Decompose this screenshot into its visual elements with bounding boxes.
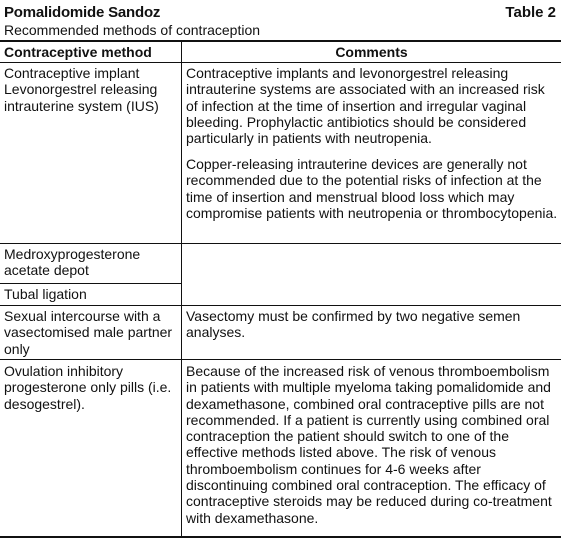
row-4-method: Sexual intercourse with a vasectomised male partner only [4, 308, 173, 357]
document-title: Pomalidomide Sandoz [4, 4, 161, 21]
row-separator [0, 243, 561, 244]
table-number-label: Table 2 [505, 4, 556, 21]
table-header-row [0, 42, 561, 63]
row-separator [0, 359, 561, 360]
table-caption: Recommended methods of contraception [4, 22, 261, 38]
row-5-method: Ovulation inhibitory progesterone only pills (i.e. desogestrel). [4, 363, 172, 412]
row-1-comment-1: Contraceptive implants and levonorgestrel releasing intrauterine systems are associated with an increased risk of infection at the time of insertion and irregular vaginal bleeding. Prophylactic antibiotics should be considered particularly in patients with neutropenia. [186, 65, 545, 147]
document-header [4, 4, 558, 40]
row-5-comment: Because of the increased risk of venous thromboembolism in patients with multiple myeloma taking pomalidomide and dexamethasone, combined oral contraceptive pills are not recommended. If a patient is currently using combined oral contraception the patient should switch to one of the effective methods listed above. The risk of venous thromboembolism continues for 4-6 weeks after discontinuing combined oral contraception. The efficacy of contraceptive steroids may be reduced during co-treatment with dexamethasone. [186, 363, 552, 526]
header-comments: Comments [335, 44, 408, 60]
row-1-comment-2: Copper-releasing intrauterine devices are generally not recommended due to the potential risks of infection at the time of insertion and menstrual blood loss which may compromise patients with neutropenia or thrombocytopenia. [186, 156, 558, 221]
row-4-comment: Vasectomy must be confirmed by two negative semen analyses. [186, 308, 521, 341]
row-separator [0, 305, 561, 306]
column-divider [181, 42, 182, 536]
row-3-method: Tubal ligation [4, 286, 87, 302]
contraception-table [0, 40, 561, 538]
header-contraceptive-method: Contraceptive method [4, 44, 152, 60]
row-separator [0, 283, 181, 284]
row-2-method: Medroxyprogesterone acetate depot [4, 246, 141, 279]
row-1-method: Contraceptive implant Levonorgestrel releasing intrauterine system (IUS) [4, 65, 159, 114]
